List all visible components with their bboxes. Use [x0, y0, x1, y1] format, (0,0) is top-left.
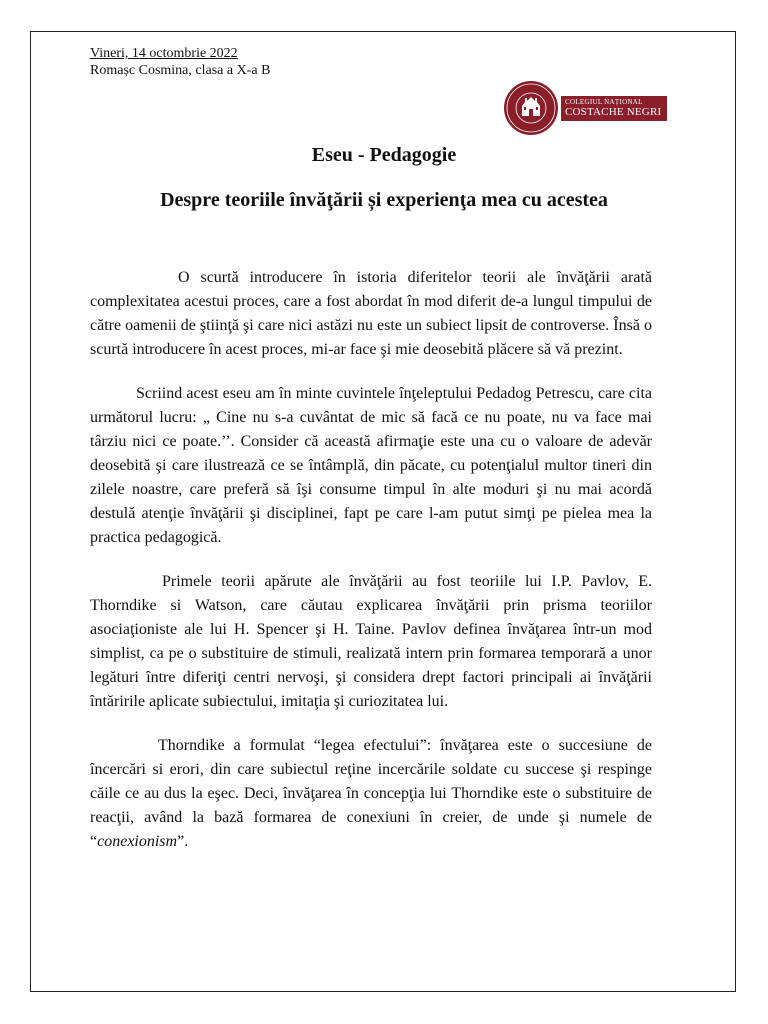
paragraph-4-text: Thorndike a formulat “legea efectului”: învăţarea este o succesiune de încercări si erori, din care subiectul reţine incercările soldate cu succese şi respinge căile ce au dus la eşec. Deci, învăţarea în concepţia lui Thorndike este o substituire de reacţii, având la bază formarea de conexiuni în creier, de unde şi numele de “ — [90, 737, 652, 850]
document-title: Despre teoriile învăţării și experienţa mea cu acestea — [160, 189, 608, 211]
school-name-banner — [561, 96, 667, 121]
paragraph-4-end: ”. — [177, 833, 189, 850]
school-name-line2: COSTACHE NEGRI — [565, 105, 662, 118]
essay-paragraph-4 — [90, 734, 652, 854]
term-conexionism: conexionism — [97, 833, 178, 850]
document-date: Vineri, 14 octombrie 2022 — [90, 46, 238, 61]
school-logo — [503, 80, 667, 136]
essay-paragraph-3: Primele teorii apărute ale învăţării au fost teoriile lui I.P. Pavlov, E. Thorndike si Watson, care căutau explicarea învăţării prin prisma teoriilor asociaţioniste ale lui H. Spencer şi H. Taine. Pavlov definea învăţarea într-un mod simplist, ca pe o substituire de stimuli, realizată intern prin formarea temporară a unor legături între diferiţi centri nervoşi, şi considera drept factori principali ai învăţării întăririle aplicate subiectului, imitaţia şi curiozitatea lui. — [90, 573, 652, 710]
document-type-heading: Eseu - Pedagogie — [311, 144, 457, 166]
essay-body — [90, 266, 652, 874]
document-author: Romașc Cosmina, clasa a X-a B — [90, 63, 271, 78]
essay-paragraph-2: Scriind acest eseu am în minte cuvintele înţeleptului Pedadog Petrescu, care cita următorul lucru: „ Cine nu s-a cuvântat de mic să facă ce nu poate, nu va face mai târziu nici ce poate.’’. Consider că această afirmaţie este una cu o valoare de adevăr deosebită şi care ilustrează ce se întâmplă, din păcate, cu potenţialul multor tineri din zilele noastre, care preferă să îşi consume timpul în alte moduri şi nu mai acordă destulă atenţie învăţării şi disciplinei, fapt pe care l-am putut simţi pe pielea mea la practica pedagogică. — [90, 385, 652, 546]
essay-paragraph-1: O scurtă introducere în istoria diferitelor teorii ale învăţării arată complexitatea acestui proces, care a fost abordat în mod diferit de-a lungul timpului de către oamenii de ştiinţă şi care nici astăzi nu este un subiect lipsit de controverse. Însă o scurtă introducere în acest proces, mi-ar face şi mie deosebită plăcere să vă prezint. — [90, 269, 652, 358]
document-header — [90, 45, 270, 79]
school-seal-icon — [503, 80, 559, 136]
school-name-line1: COLEGIUL NAȚIONAL — [565, 97, 643, 106]
